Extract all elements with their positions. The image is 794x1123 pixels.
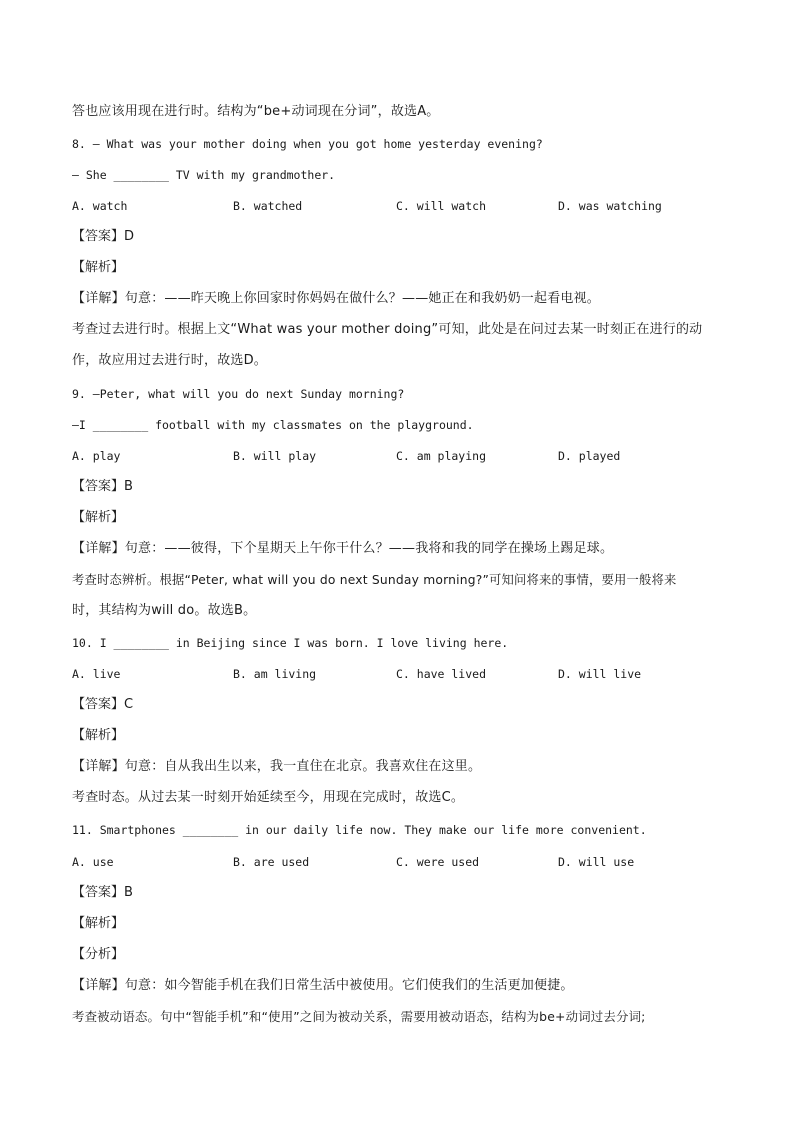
question-11: 11. Smartphones ________ in our daily life now. They make our life more convenient. [72, 823, 647, 837]
option-a: A. live [72, 667, 121, 681]
option-c: C. were used [396, 855, 480, 869]
option-a: A. play [72, 449, 121, 463]
option-a: A. watch [72, 199, 128, 213]
question-8: 8. — What was your mother doing when you got home yesterday evening? [72, 137, 543, 151]
explanation-text: 考查过去进行时。根据上文“What was your mother doing”可知，此处是在问过去某一时刻正在进行的动 [72, 322, 703, 337]
option-c: C. will watch [396, 199, 487, 213]
analysis-label: 【解析】 [72, 916, 125, 931]
analysis-label: 【解析】 [72, 728, 125, 743]
explanation-text: 时，其结构为will do。故选B。 [72, 603, 257, 618]
option-d: D. will use [558, 855, 635, 869]
analysis-label: 【解析】 [72, 510, 125, 525]
reasoning-label: 【分析】 [72, 947, 125, 962]
analysis-label: 【解析】 [72, 260, 125, 275]
detail-text: 【详解】句意：——昨天晚上你回家时你妈妈在做什么？——她正在和我奶奶一起看电视。 [72, 291, 601, 306]
option-c: C. am playing [396, 449, 487, 463]
option-b: B. are used [233, 855, 310, 869]
explanation-text: 考查时态辨析。根据“Peter, what will you do next Sunday morning?”可知问将来的事情，要用一般将来 [72, 573, 677, 587]
option-d: D. will live [558, 667, 642, 681]
detail-text: 【详解】句意：如今智能手机在我们日常生活中被使用。它们使我们的生活更加便捷。 [72, 978, 574, 993]
explanation-text: 考查时态。从过去某一时刻开始延续至今，用现在完成时，故选C。 [72, 790, 465, 805]
text-line: 答也应该用现在进行时。结构为“be+动词现在分词”，故选A。 [72, 104, 440, 119]
option-d: D. was watching [558, 199, 662, 213]
answer-label: 【答案】D [72, 229, 135, 244]
explanation-text: 考查被动语态。句中“智能手机”和“使用”之间为被动关系，需要用被动语态，结构为be+动词过去分词; [72, 1009, 646, 1024]
option-b: B. will play [233, 449, 317, 463]
explanation-text: 作，故应用过去进行时，故选D。 [72, 353, 268, 368]
detail-text: 【详解】句意：自从我出生以来，我一直住在北京。我喜欢住在这里。 [72, 759, 482, 774]
question-9-response: —I ________ football with my classmates on the playground. [72, 418, 474, 432]
option-d: D. played [558, 449, 621, 463]
answer-label: 【答案】B [72, 885, 133, 900]
answer-label: 【答案】B [72, 479, 133, 494]
question-10: 10. I ________ in Beijing since I was born. I love living here. [72, 636, 509, 650]
question-9: 9. —Peter, what will you do next Sunday morning? [72, 387, 405, 401]
option-b: B. watched [233, 199, 303, 213]
option-c: C. have lived [396, 667, 487, 681]
question-8-response: — She ________ TV with my grandmother. [72, 168, 336, 182]
option-b: B. am living [233, 667, 317, 681]
detail-text: 【详解】句意：——彼得，下个星期天上午你干什么？——我将和我的同学在操场上踢足球。 [72, 541, 614, 556]
answer-label: 【答案】C [72, 697, 134, 712]
option-a: A. use [72, 855, 114, 869]
